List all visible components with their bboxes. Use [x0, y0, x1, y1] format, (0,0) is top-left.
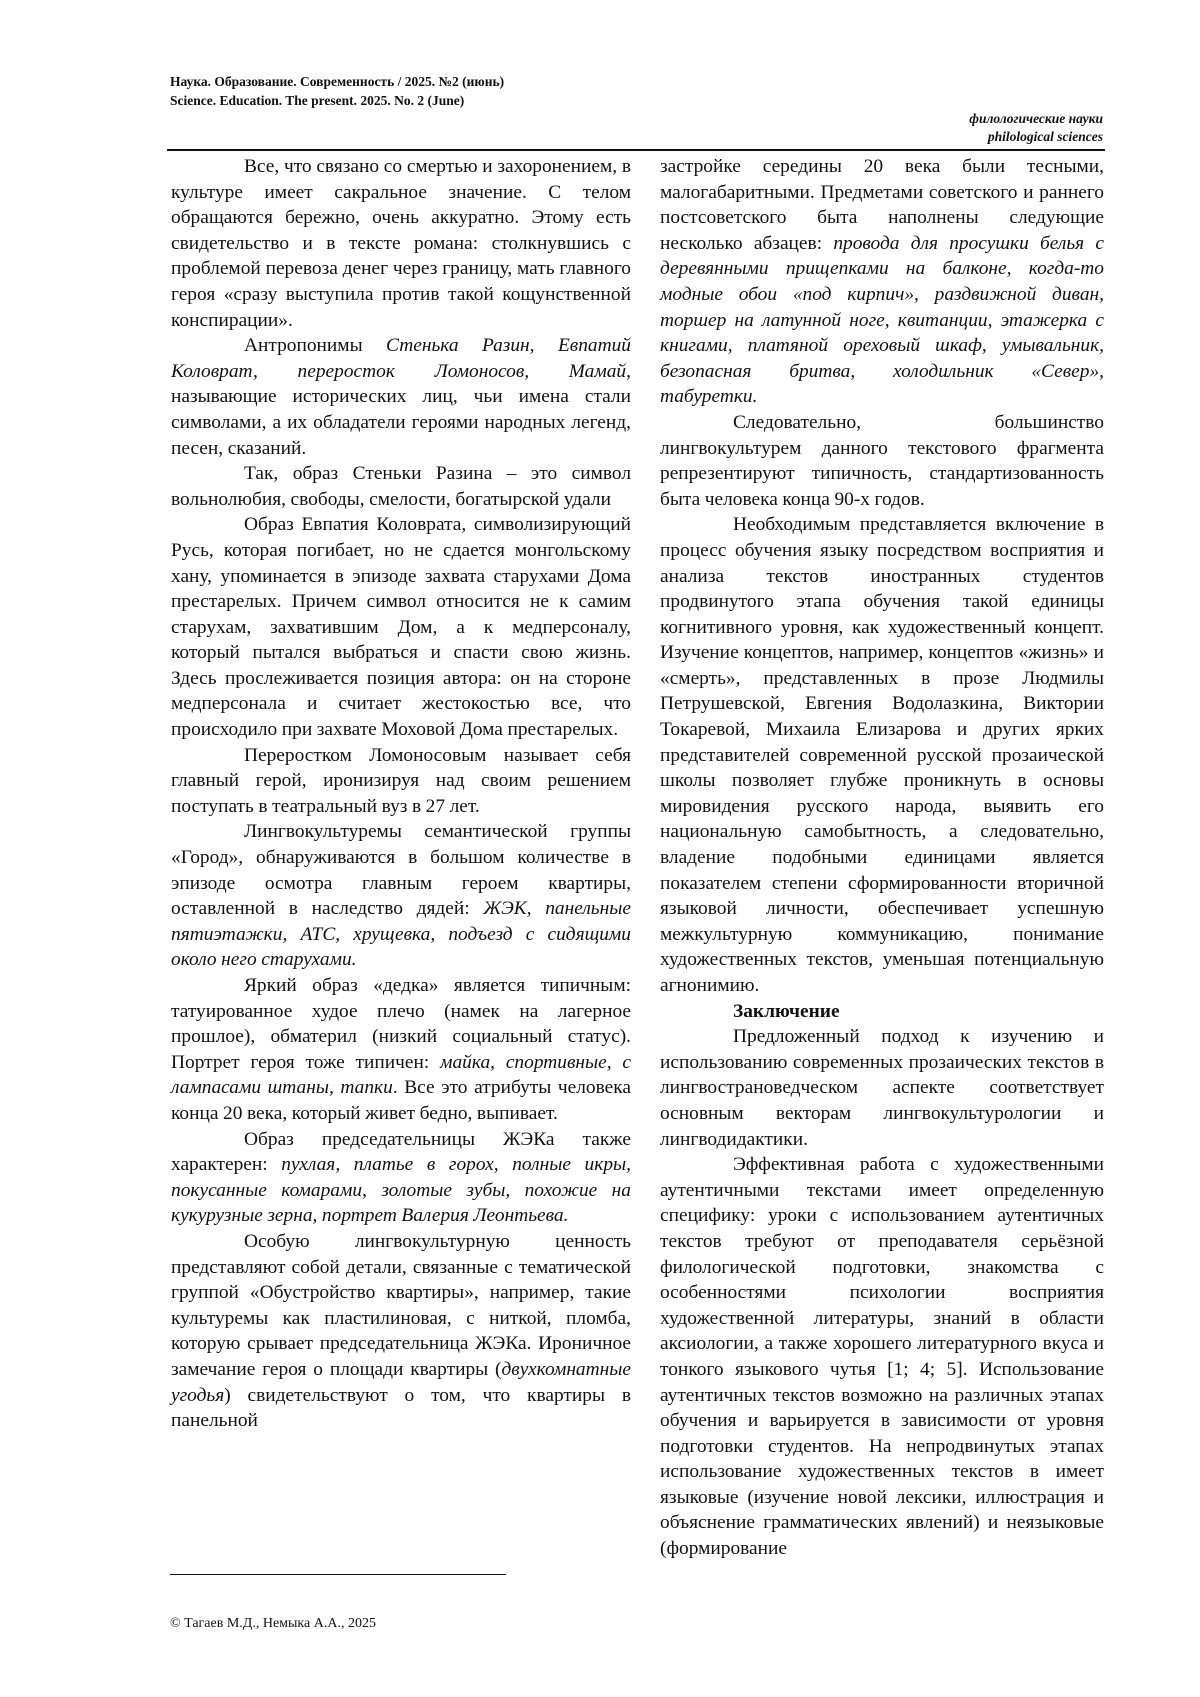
paragraph: застройке середины 20 века были тесными, малогабаритными. Предметами советского и раннего постсоветского быта наполнены следующие несколько абзацев: провода для просушки белья с деревянными прищепками на балконе, когда-то модные обои «под кирпич», раздвижной диван, торшер на латунной ноге, квитанции, этажерка с книгами, платяной ореховый шкаф, умывальник, безопасная бритва, холодильник «Север», табуретки. [660, 156, 1104, 408]
paragraph: Антропонимы Стенька Разин, Евпатий Коловрат, переросток Ломоносов, Мамай, называющие исторических лиц, чьи имена стали символами, а их обладатели героями народных легенд, песен, сказаний. [171, 335, 631, 459]
journal-title-en: Science. Education. The present. 2025. No. 2 (June) [170, 93, 465, 108]
copyright-note: © Тагаев М.Д., Немыка А.А., 2025 [170, 1616, 376, 1631]
paragraph: Следовательно, большинство лингвокультурем данного текстового фрагмента репрезентируют типичность, стандартизованность быта человека конца 90-х годов. [660, 411, 1104, 510]
journal-header [170, 72, 504, 110]
section-heading: Заключение [733, 1000, 840, 1022]
paragraph: Все, что связано со смертью и захоронением, в культуре имеет сакральное значение. С телом обращаются бережно, очень аккуратно. Этому есть свидетельство и в тексте романа: столкнувшись с проблемой перевоза денег через границу, мать главного героя «сразу выступила против такой кощунственной конспирации». [171, 156, 631, 331]
paragraph: Лингвокультуремы семантической группы «Город», обнаруживаются в большом количестве в эпизоде осмотра главным героем квартиры, оставленной в наследство дядей: ЖЭК, панельные пятиэтажки, АТС, хрущевка, подъезд с сидящими около него старухами. [171, 821, 631, 971]
left-column [171, 154, 631, 1434]
section-header [969, 110, 1103, 146]
section-title-en: philological sciences [987, 129, 1103, 144]
paragraph: Образ Евпатия Коловрата, символизирующий Русь, которая погибает, но не сдается монгольскому хану, упоминается в эпизоде захвата старухами Дома престарелых. Причем символ относится не к самим старухам, захватившим Дом, а к медперсоналу, который пытался выбраться и спасти свою жизнь. Здесь прослеживается позиция автора: он на стороне медперсонала и считает жестокостью все, что происходило при захвате Моховой Дома престарелых. [171, 514, 631, 741]
paragraph: Предложенный подход к изучению и использованию современных прозаических текстов в лингвострановедческом аспекте соответствует основным векторам лингвокультурологии и лингводидактики. [660, 1026, 1104, 1150]
emphasis: провода для просушки белья с деревянными прищепками на балконе, когда-то модные обои «под кирпич», раздвижной диван, торшер на латунной ноге, квитанции, этажерка с книгами, платяной ореховый шкаф, умывальник, безопасная бритва, холодильник «Север», табуретки. [660, 232, 1104, 408]
footnote-rule [170, 1574, 506, 1575]
emphasis: двухкомнатные угодья [171, 1358, 631, 1406]
paragraph: Особую лингвокультурную ценность представляют собой детали, связанные с тематической группой «Обустройство квартиры», например, такие культуремы как пластилиновая, с ниткой, пломба, которую срывает председательница ЖЭКа. Ироничное замечание героя о площади квартиры (двухкомнатные угодья) свидетельствуют о том, что квартиры в панельной [171, 1230, 631, 1432]
journal-title-ru: Наука. Образование. Современность / 2025. №2 (июнь) [170, 74, 505, 89]
paragraph: Так, образ Стеньки Разина – это символ вольнолюбия, свободы, смелости, богатырской удали [171, 463, 631, 510]
emphasis: Стенька Разин, Евпатий Коловрат, переросток Ломоносов, Мамай [171, 335, 631, 382]
emphasis: ЖЭК, панельные пятиэтажки, АТС, хрущевка, подъезд с сидящими около него старухами. [171, 898, 631, 971]
paragraph: Яркий образ «дедка» является типичным: татуированное худое плечо (намек на лагерное прошлое), обматерил (низкий социальный статус). Портрет героя тоже типичен: майка, спортивные, с лампасами штаны, тапки. Все это атрибуты человека конца 20 века, который живет бедно, выпивает. [171, 975, 632, 1124]
paragraph: Эффективная работа с художественными аутентичными текстами имеет определенную специфику: уроки с использованием аутентичных текстов требуют от преподавателя серьёзной филологической подготовки, знакомства с особенностями психологии восприятия художественной литературы, знаний в области аксиологии, а также хорошего литературного вкуса и тонкого языкового чутья [1; 4; 5]. Использование аутентичных текстов возможно на различных этапах обучения и варьируется в зависимости от уровня подготовки студентов. На непродвинутых этапах использование художественных текстов в имеет языковые (изучение новой лексики, иллюстрация и объяснение грамматических явлений) и неязыковые (формирование [660, 1154, 1104, 1560]
paragraph: Переростком Ломоносовым называет себя главный герой, иронизируя над своим решением поступать в театральный вуз в 27 лет. [171, 744, 631, 817]
paragraph: Образ председательницы ЖЭКа также характерен: пухлая, платье в горох, полные икры, покусанные комарами, золотые зубы, похожие на кукурузные зерна, портрет Валерия Леонтьева. [171, 1128, 631, 1227]
header-rule [167, 149, 1105, 151]
emphasis: майка, спортивные, с лампасами штаны, тапки [171, 1051, 632, 1099]
section-title-ru: филологические науки [969, 111, 1103, 126]
right-column [660, 154, 1104, 1562]
paragraph: Необходимым представляется включение в процесс обучения языку посредством восприятия и анализа текстов иностранных студентов продвинутого этапа обучения такой единицы когнитивного уровня, как художественный концепт. Изучение концептов, например, концептов «жизнь» и «смерть», представленных в прозе Людмилы Петрушевской, Евгения Водолазкина, Виктории Токаревой, Михаила Елизарова и других ярких представителей современной русской прозаической школы позволяет глубже проникнуть в основы мировидения русского народа, выявить его национальную самобытность, а следовательно, владение подобными единицами является показателем степени сформированности вторичной языковой личности, обеспечивает успешную межкультурную коммуникацию, понимание художественных текстов, уменьшая потенциальную агнонимию. [660, 514, 1104, 996]
emphasis: пухлая, платье в горох, полные икры, покусанные комарами, золотые зубы, похожие на кукурузные зерна, портрет Валерия Леонтьева. [171, 1154, 631, 1227]
